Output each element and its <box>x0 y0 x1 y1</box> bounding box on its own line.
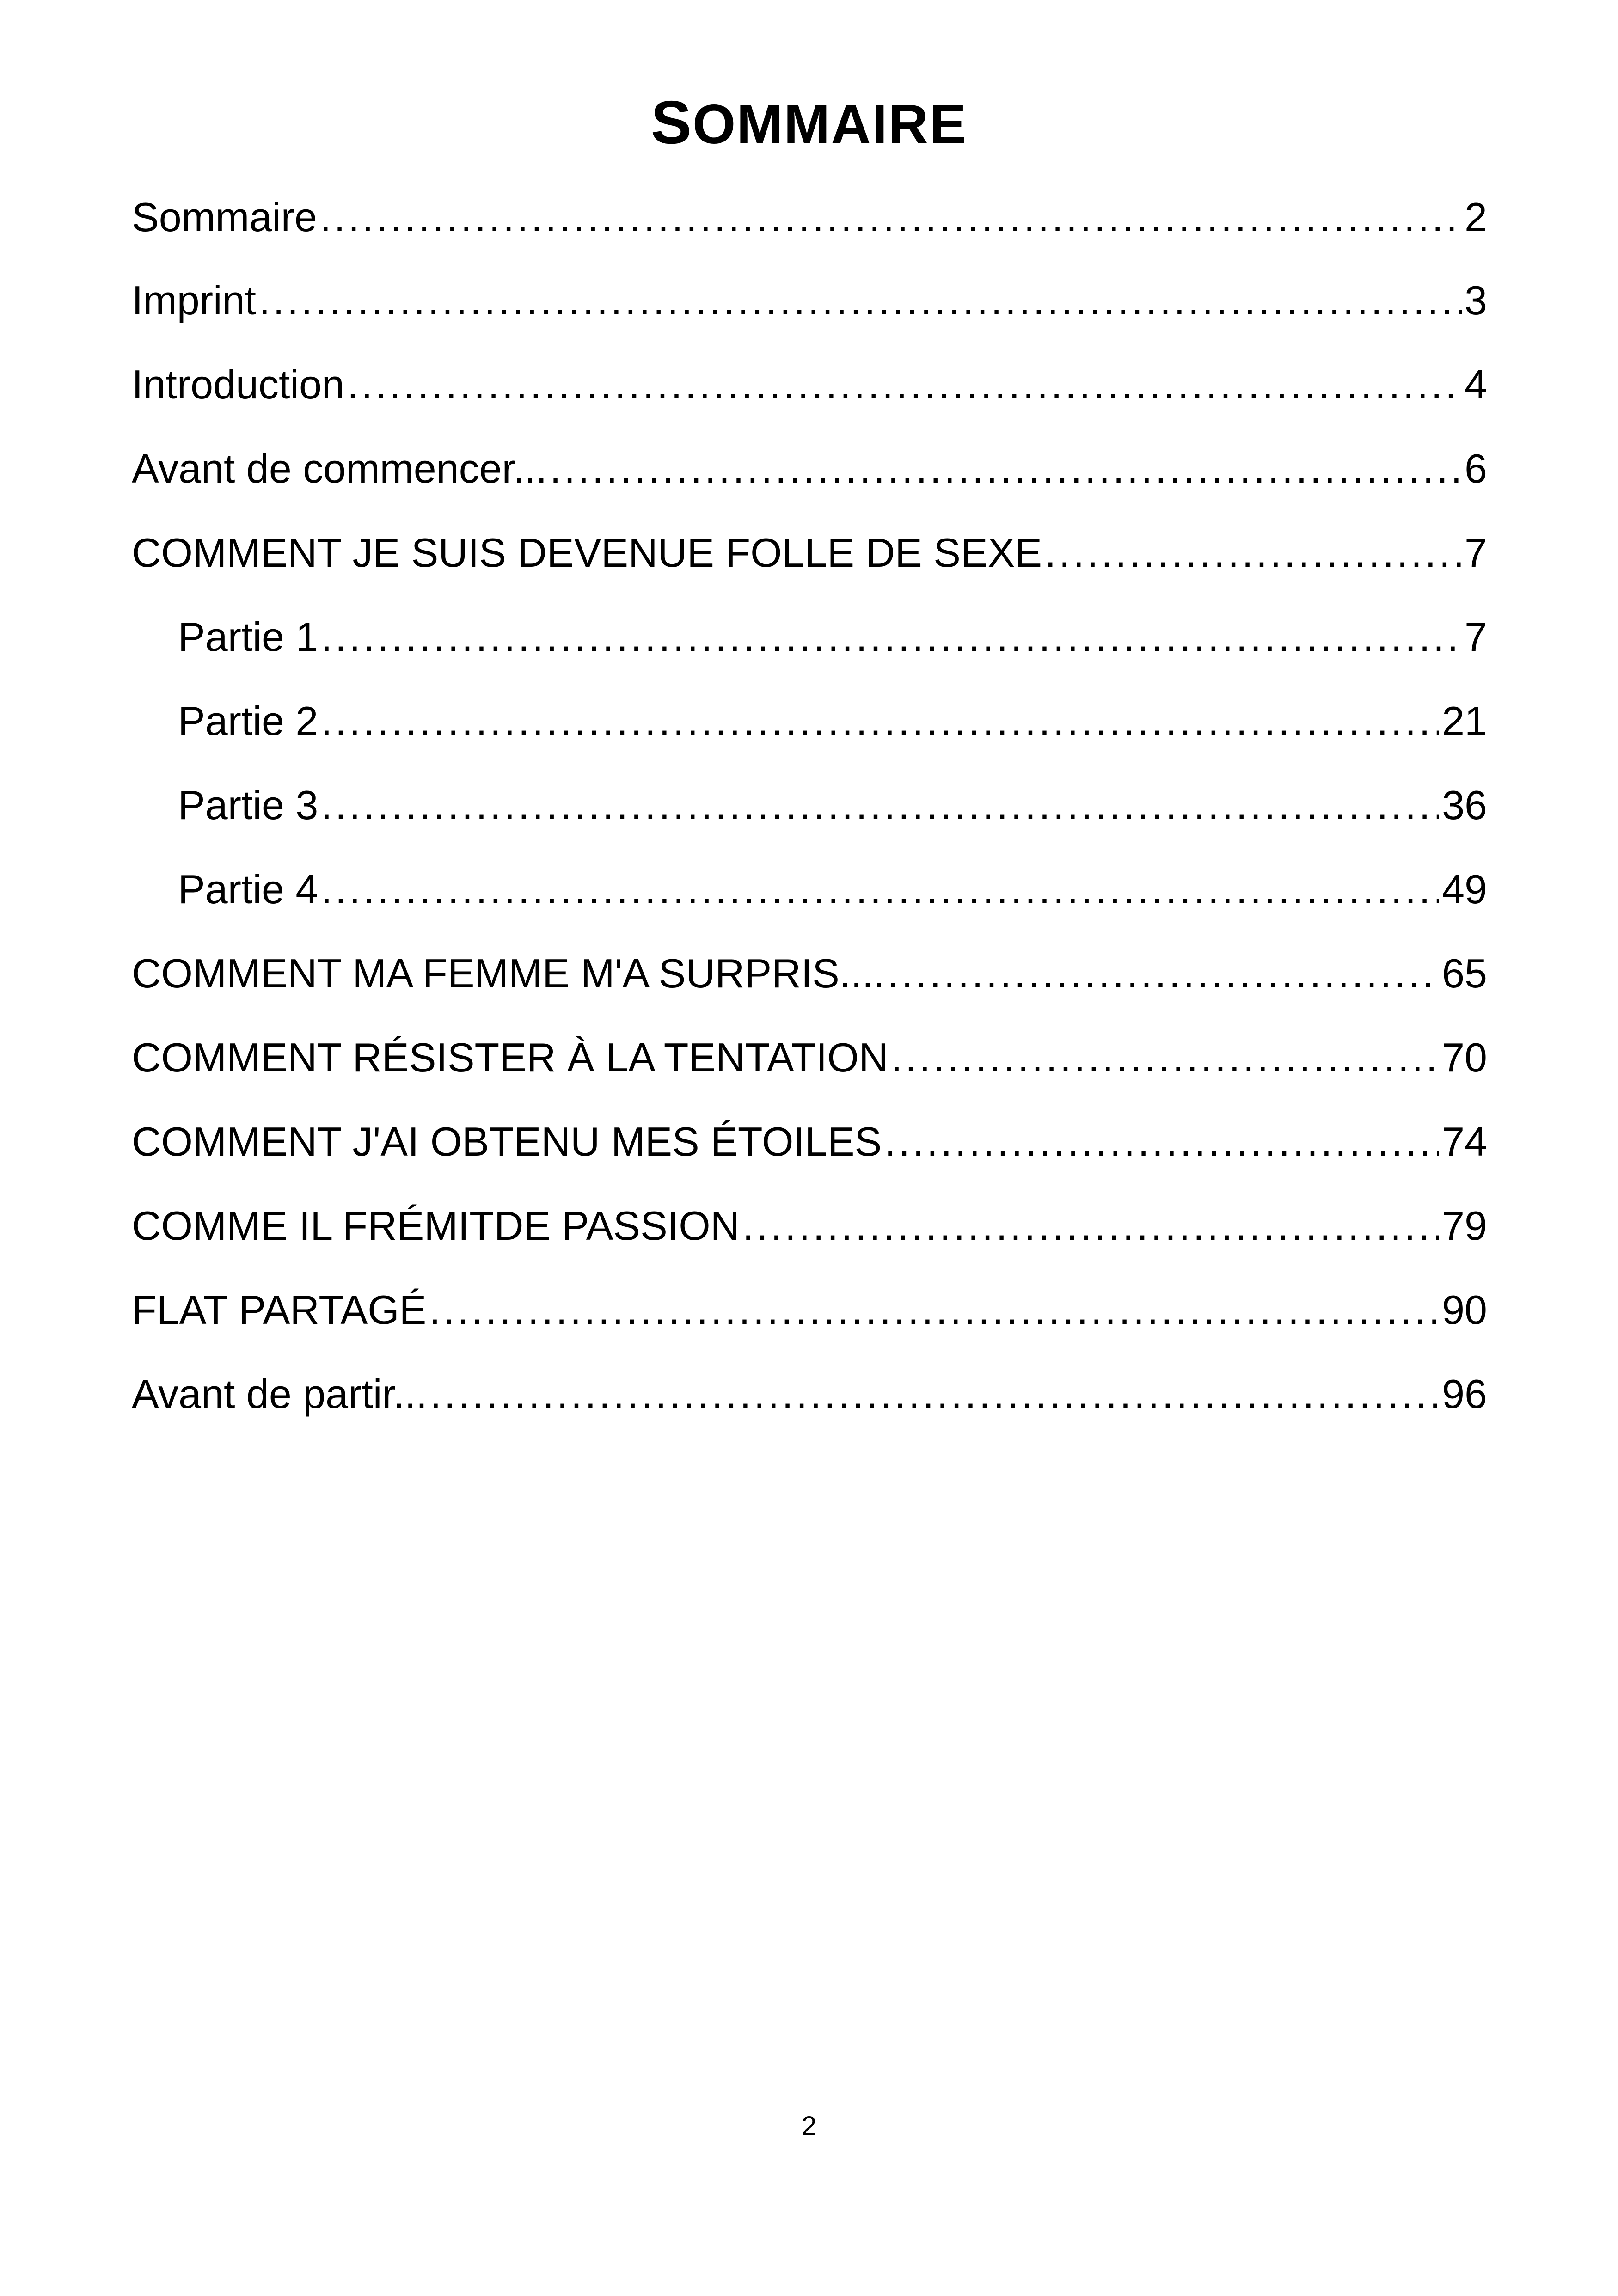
toc-entry-page: 3 <box>1465 277 1487 323</box>
toc-entry-page: 36 <box>1442 782 1487 828</box>
toc-entry-chapter-5[interactable] <box>132 1196 1487 1256</box>
toc-leader-dots <box>321 691 1439 751</box>
toc-entry-label: COMMENT JE SUIS DEVENUE FOLLE DE SEXE <box>132 530 1042 576</box>
toc-leader-dots <box>891 1028 1439 1088</box>
toc-leader-dots <box>429 1280 1439 1340</box>
toc-leader-dots <box>321 859 1439 919</box>
toc-entry-page: 2 <box>1465 194 1487 240</box>
toc-entry-imprint[interactable] <box>132 270 1487 331</box>
toc-leader-dots <box>888 943 1439 1004</box>
toc-leader-dots <box>742 1196 1439 1256</box>
toc-entry-label: Partie 1 <box>178 614 319 660</box>
toc-entry-introduction[interactable] <box>132 355 1487 415</box>
toc-entry-page: 21 <box>1442 698 1487 744</box>
toc-entry-page: 70 <box>1442 1035 1487 1080</box>
page-number: 2 <box>801 2111 817 2141</box>
toc-entry-partie-4[interactable] <box>178 859 1487 919</box>
toc-leader-dots <box>550 439 1462 499</box>
toc-entry-partie-2[interactable] <box>178 691 1487 751</box>
toc-entry-page: 6 <box>1465 446 1487 491</box>
toc-entry-avant-de-commencer[interactable] <box>132 439 1487 499</box>
toc-entry-page: 49 <box>1442 866 1487 912</box>
toc-entry-chapter-4[interactable] <box>132 1112 1487 1172</box>
toc-entry-partie-1[interactable] <box>178 607 1487 667</box>
toc-leader-dots <box>321 775 1439 835</box>
toc-entry-label: COMME IL FRÉMITDE PASSION <box>132 1203 740 1249</box>
toc-entry-sommaire[interactable] <box>132 187 1487 247</box>
page-title <box>0 88 1618 159</box>
toc-entry-avant-de-partir[interactable] <box>132 1364 1487 1424</box>
toc-entry-label: FLAT PARTAGÉ <box>132 1287 427 1333</box>
toc-entry-chapter-1[interactable] <box>132 523 1487 583</box>
toc-entry-page: 96 <box>1442 1371 1487 1417</box>
toc-entry-page: 4 <box>1465 361 1487 407</box>
toc-leader-dots <box>321 607 1462 667</box>
toc-entry-page: 74 <box>1442 1119 1487 1164</box>
title-first-letter: S <box>650 88 693 156</box>
toc-entry-page: 65 <box>1442 950 1487 996</box>
toc-entry-label: Avant de commencer... <box>132 446 547 491</box>
toc-entry-page: 79 <box>1442 1203 1487 1249</box>
toc-entry-label: COMMENT RÉSISTER À LA TENTATION <box>132 1035 889 1080</box>
toc-entry-label: COMMENT J'AI OBTENU MES ÉTOILES <box>132 1119 882 1164</box>
toc-leader-dots <box>259 270 1462 331</box>
toc-entry-label: Sommaire <box>132 194 317 240</box>
toc-entry-label: Avant de partir... <box>132 1371 428 1417</box>
toc-leader-dots <box>320 187 1462 247</box>
title-rest: OMMAIRE <box>693 93 967 155</box>
toc-entry-label: Partie 4 <box>178 866 319 912</box>
toc-leader-dots <box>1045 523 1462 583</box>
toc-entry-page: 90 <box>1442 1287 1487 1333</box>
toc-entry-page: 7 <box>1465 530 1487 576</box>
toc-leader-dots <box>347 355 1462 415</box>
toc-entry-chapter-2[interactable] <box>132 943 1487 1004</box>
toc-entry-label: Imprint <box>132 277 256 323</box>
toc-entry-label: Partie 2 <box>178 698 319 744</box>
toc-entry-partie-3[interactable] <box>178 775 1487 835</box>
toc-entry-label: Partie 3 <box>178 782 319 828</box>
toc-leader-dots <box>884 1112 1439 1172</box>
toc-entry-chapter-6[interactable] <box>132 1280 1487 1340</box>
toc-entry-page: 7 <box>1465 614 1487 660</box>
toc-entry-label: Introduction <box>132 361 344 407</box>
toc-entry-label: COMMENT MA FEMME M'A SURPRIS.... <box>132 950 885 996</box>
toc-leader-dots <box>430 1364 1439 1424</box>
toc-entry-chapter-3[interactable] <box>132 1028 1487 1088</box>
